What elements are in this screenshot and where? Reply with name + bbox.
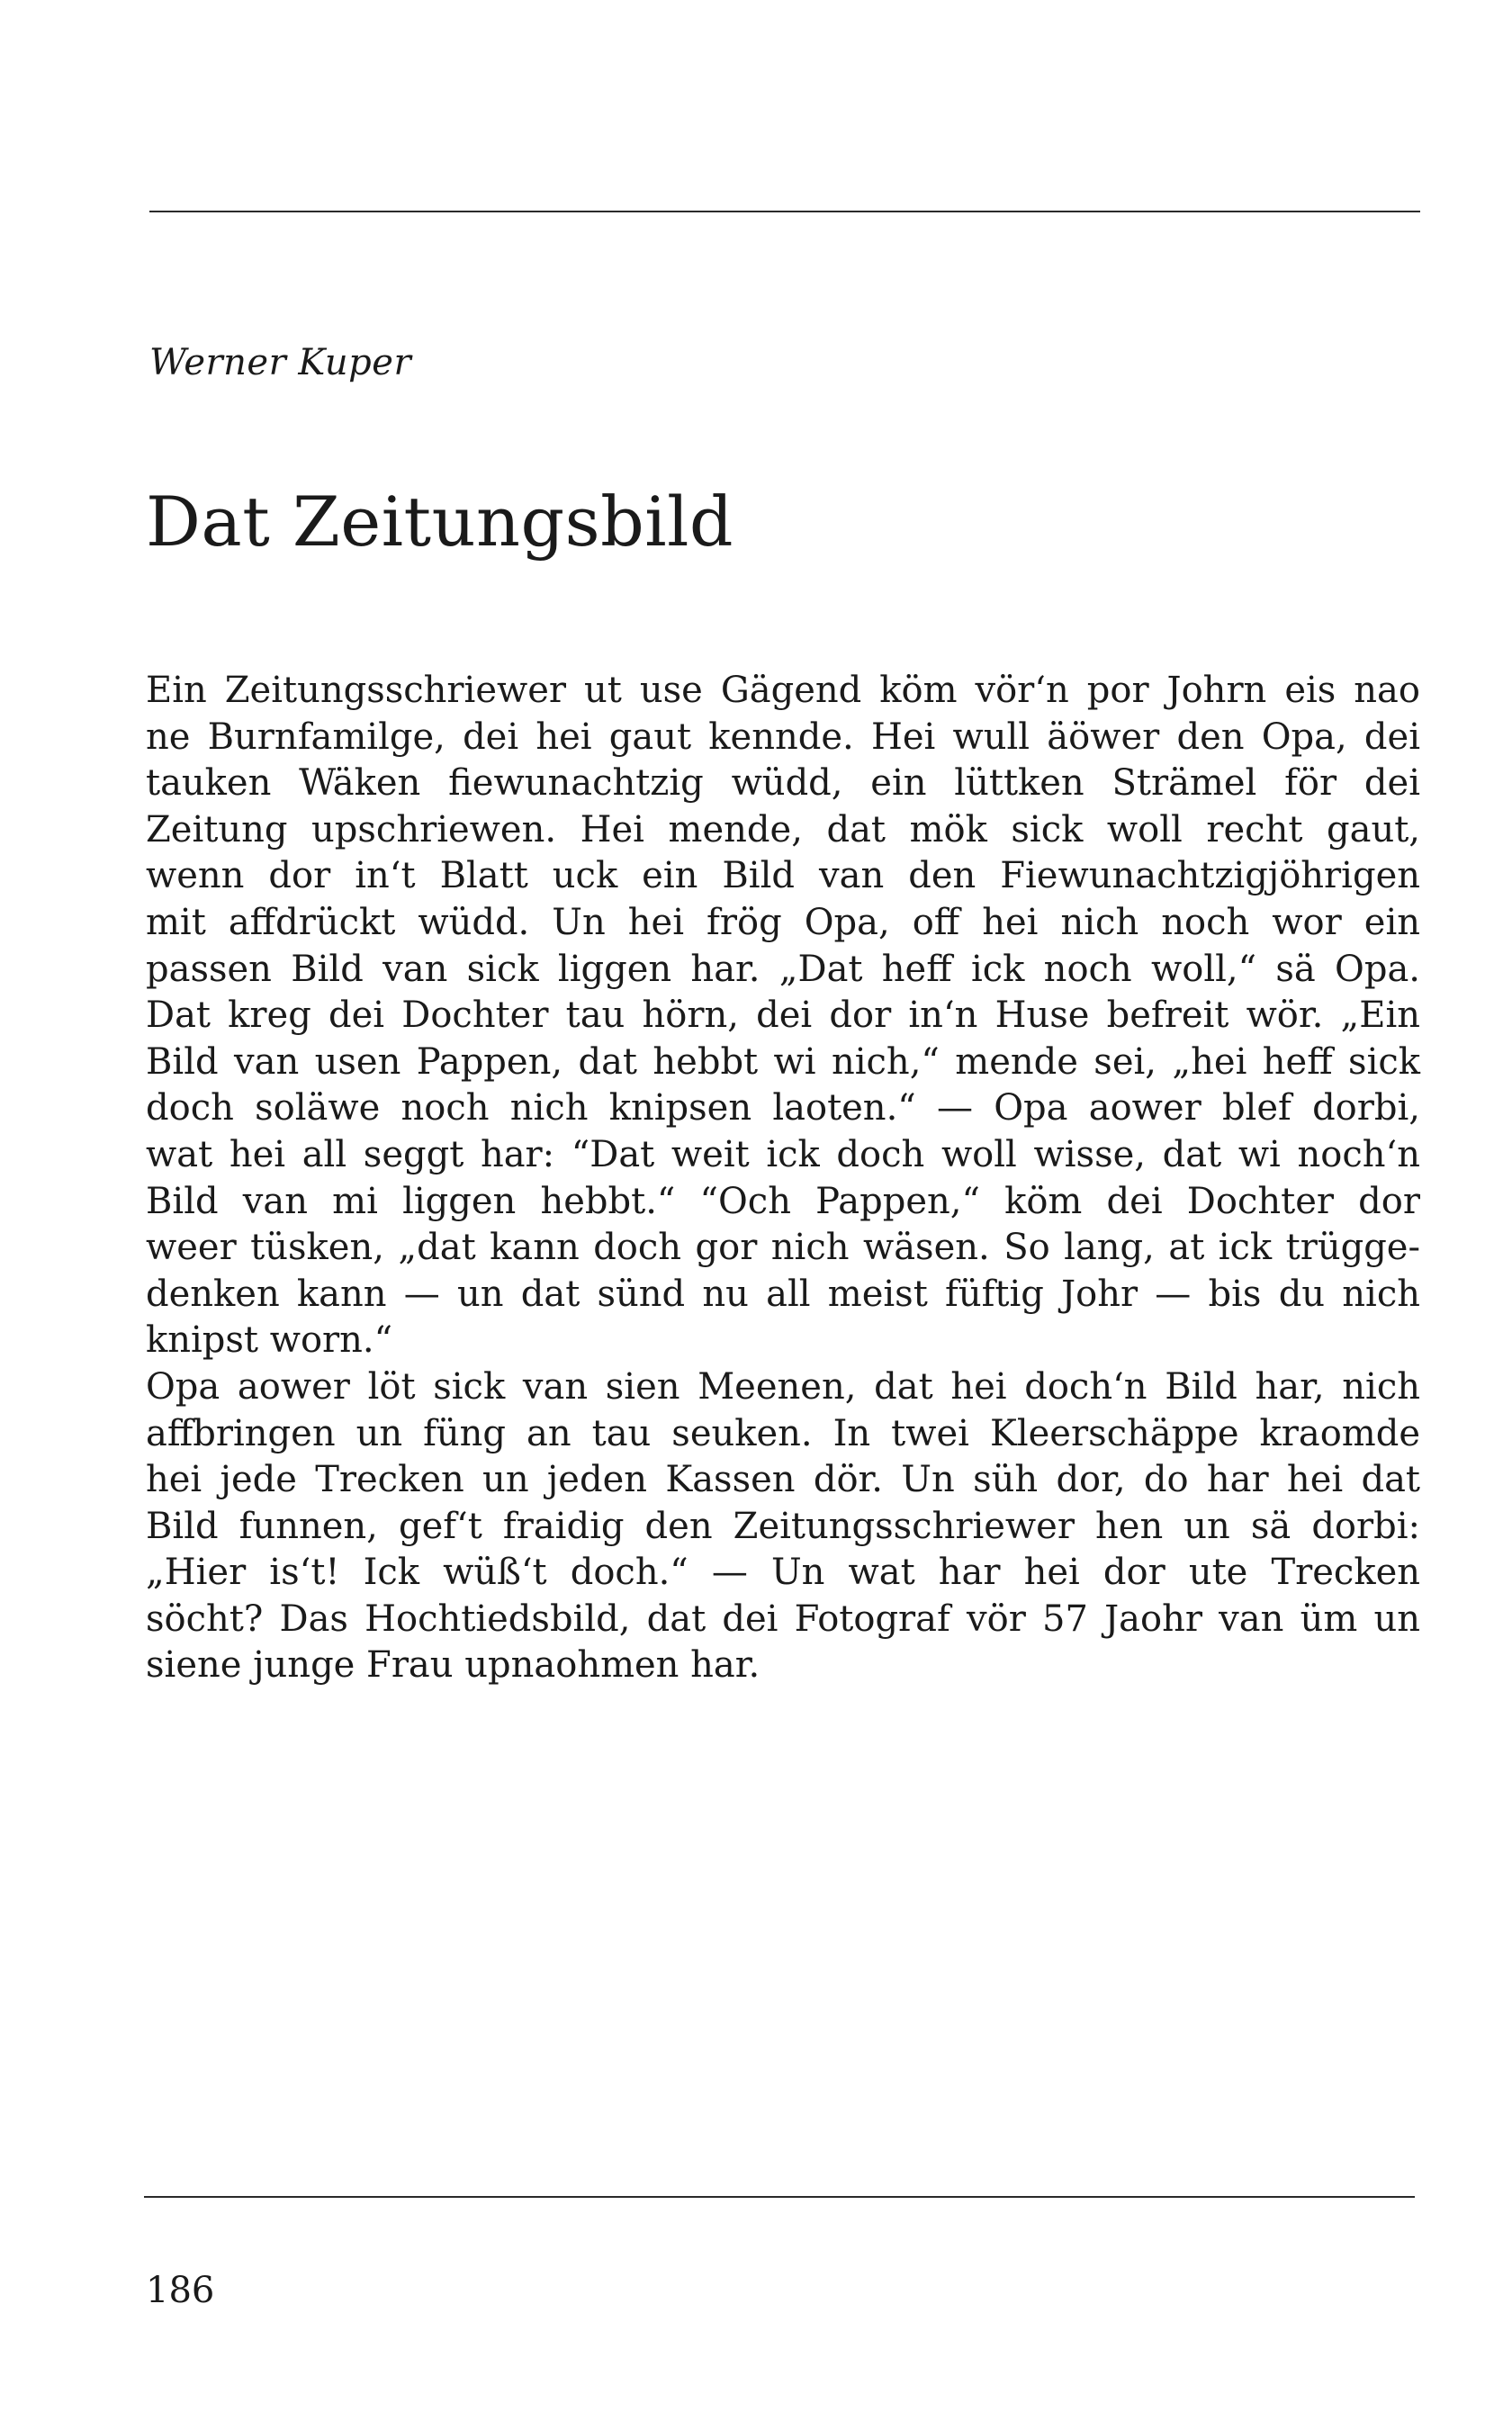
top-rule [149, 211, 1420, 212]
body-line: „Hier is‘t! Ick wüß‘t doch.“ — Un wat har hei dor ute Trecken [146, 1552, 1420, 1594]
body-line: weer tüsken, „dat kann doch gor nich wäsen. So lang, at ick trügge- [146, 1227, 1420, 1269]
body-line: passen Bild van sick liggen har. „Dat heff ick noch woll,“ sä Opa. [146, 948, 1420, 990]
body-line: knipst worn.“ [146, 1319, 393, 1362]
body-line: Bild van mi liggen hebbt.“ “Och Pappen,“ köm dei Dochter dor [146, 1180, 1420, 1222]
body-line: Ein Zeitungsschriewer ut use Gägend köm vör‘n por Johrn eis nao [146, 670, 1420, 711]
body-line: wat hei all seggt har: “Dat weit ick doch woll wisse, dat wi noch‘n [146, 1133, 1420, 1175]
body-line: wenn dor in‘t Blatt uck ein Bild van den Fiewunachtzigjöhrigen [146, 855, 1420, 897]
page-number: 186 [146, 2270, 215, 2311]
body-line: Dat kreg dei Dochter tau hörn, dei dor in‘n Huse befreit wör. „Ein [146, 994, 1420, 1037]
body-line: affbringen un füng an tau seuken. In twei Kleerschäppe kraomde [146, 1412, 1420, 1454]
body-line: ne Burnfamilge, dei hei gaut kennde. Hei wull äöwer den Opa, dei [146, 716, 1420, 758]
body-line: mit affdrückt wüdd. Un hei frög Opa, off hei nich noch wor ein [146, 901, 1420, 943]
body-line: denken kann — un dat sünd nu all meist füftig Johr — bis du nich [146, 1273, 1420, 1315]
body-line: söcht? Das Hochtiedsbild, dat dei Fotograf vör 57 Jaohr van üm un [146, 1598, 1420, 1640]
story-body [146, 668, 1420, 1689]
body-line: Zeitung upschriewen. Hei mende, dat mök sick woll recht gaut, [146, 808, 1420, 850]
story-title: Dat Zeitungsbild [146, 482, 734, 562]
body-line: doch soläwe noch nich knipsen laoten.“ — Opa aower blef dorbi, [146, 1087, 1420, 1130]
author-name: Werner Kuper [149, 342, 412, 383]
body-line: Bild funnen, gef‘t fraidig den Zeitungsschriewer hen un sä dorbi: [146, 1505, 1420, 1547]
body-line: tauken Wäken fiewunachtzig wüdd, ein lüttken Strämel för dei [146, 762, 1420, 805]
body-line: hei jede Trecken un jeden Kassen dör. Un süh dor, do har hei dat [146, 1459, 1420, 1501]
bottom-rule [144, 2196, 1415, 2198]
body-line: siene junge Frau upnaohmen har. [146, 1644, 760, 1687]
body-line: Opa aower löt sick van sien Meenen, dat hei doch‘n Bild har, nich [146, 1365, 1420, 1408]
body-line: Bild van usen Pappen, dat hebbt wi nich,“ mende sei, „hei heff sick [146, 1040, 1420, 1083]
